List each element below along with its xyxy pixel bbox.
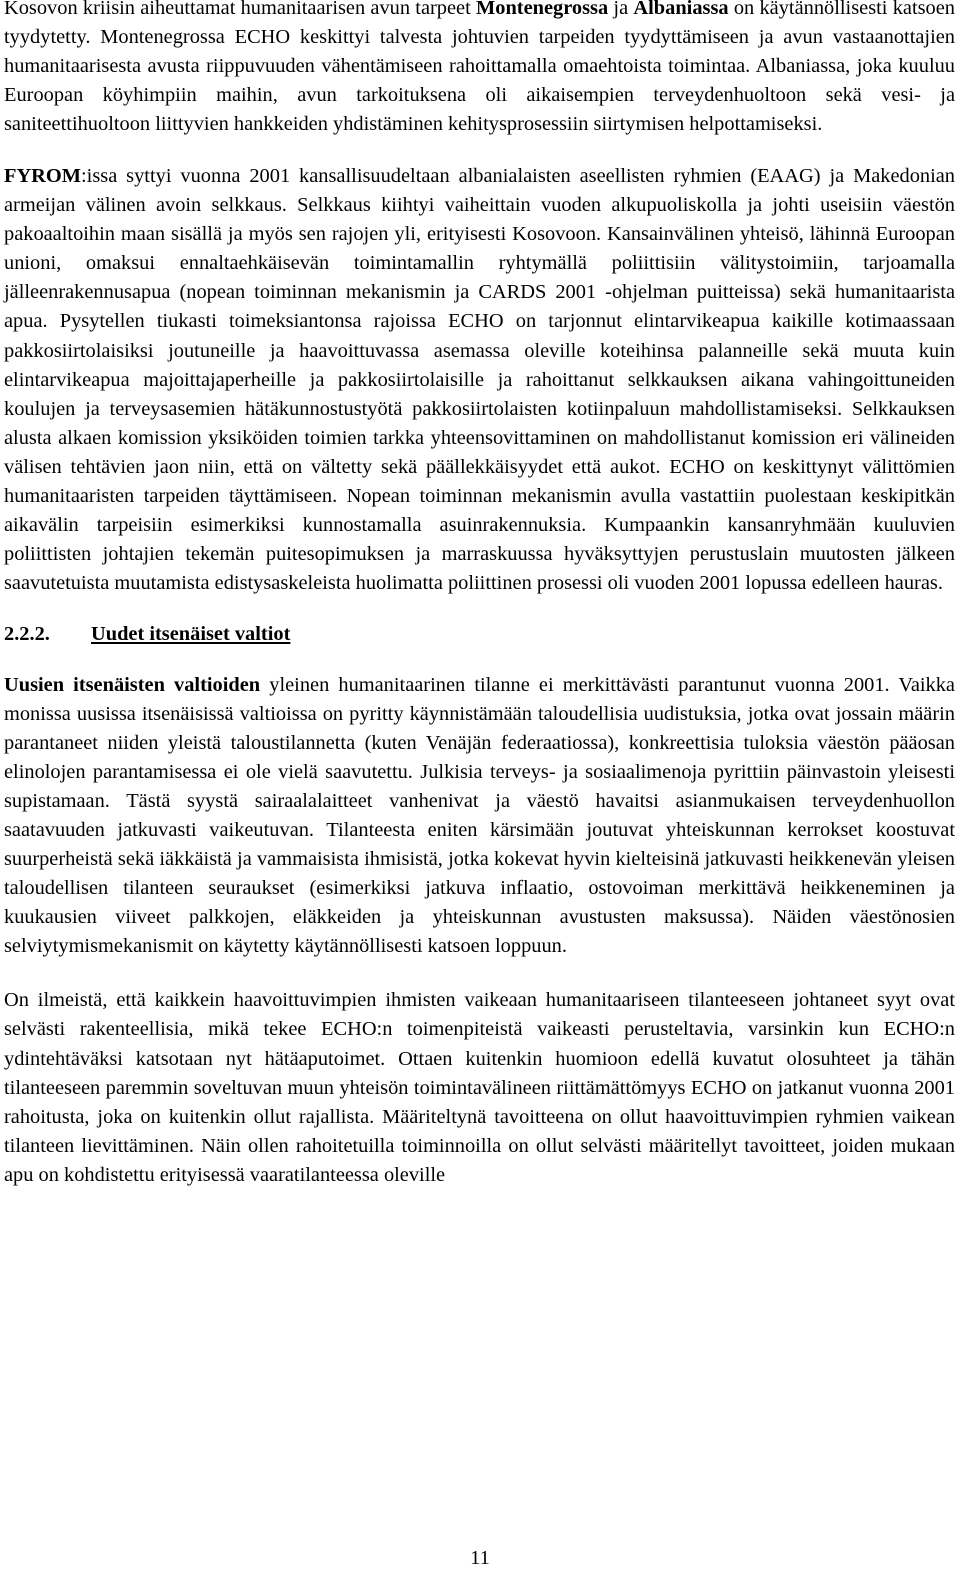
paragraph-new-independent-states: [4, 671, 955, 961]
paragraph-echo-funding: [4, 986, 955, 1189]
bold-term-new-independent-states: Uusien itsenäisten valtioiden: [4, 673, 261, 696]
text-segment: on käytännöllisesti katsoen tyydytetty. Montenegrossa ECHO keskittyi talvesta johtuvien tarpeiden tyydyttämiseen ja avun vastaanottajien humanitaarisesta avusta riippuvuuden vähentämiseen rahoittamalla omaehtoista toimintaa. Albaniassa, joka kuuluu Euroopan köyhimpiin maihin, avun tarkoituksena oli aikaisempien terveydenhuoltoon sekä vesi- ja saniteettihuoltoon liittyvien hankkeiden yhdistäminen kehitysprosessiin siirtymisen helpottamiseksi.: [4, 0, 955, 136]
paragraph-fyrom: [4, 162, 955, 598]
section-title: Uudet itsenäiset valtiot: [91, 622, 291, 645]
text-segment: yleinen humanitaarinen tilanne ei merkittävästi parantunut vuonna 2001. Vaikka monissa uusissa itsenäisissä valtioissa on pyritty käynnistämään taloudellisia uudistuksia, jotka ovat jossain määrin parantaneet niiden yleistä taloustilannetta (kuten Venäjän federaatiossa), konkreettisia tuloksia väestön pääosan elinolojen parantamisessa ei ole vielä saavutettu. Julkisia terveys- ja sosiaalimenoja pyrittiin päinvastoin yleisesti supistamaan. Tästä syystä sairaalalaitteet vanhenivat ja väestö havaitsi asianmukaisen terveydenhuollon saatavuuden jatkuvasti vaikeutuvan. Tilanteesta eniten kärsimään joutuvat yhteiskunnan kerrokset koostuvat suurperheistä sekä iäkkäistä ja vammaisista ihmisistä, jotka kokevat hyvin kielteisinä jatkuvasti heikkenevän yleisen taloudellisen tilanteen seuraukset (esimerkiksi jatkuva inflaatio, ostovoiman merkittävä heikkeneminen ja kuukausien viiveet palkkojen, eläkkeiden ja yhteiskunnan avustusten maksussa). Näiden väestönosien selviytymismekanismit on käytetty käytännöllisesti katsoen loppuun.: [4, 673, 955, 958]
text-segment: On ilmeistä, että kaikkein haavoittuvimpien ihmisten vaikeaan humanitaariseen tilanteeseen johtaneet syyt ovat selvästi rakenteellisia, mikä tekee ECHO:n toimenpiteistä vaikeasti perusteltavia, varsinkin kun ECHO:n ydintehtäväksi katsotaan nyt hätäaputoimet. Ottaen kuitenkin huomioon edellä kuvatut olosuhteet ja tähän tilanteeseen paremmin soveltuvan muun yhteisön toimintavälineen riittämättömyys ECHO on jatkanut vuonna 2001 rahoitusta, joka on kuitenkin ollut rajallista. Määriteltynä tavoitteena on ollut haavoittuvimpien ryhmien vaikean tilanteen lievittäminen. Näin ollen rahoitetuilla toiminnoilla on ollut selvästi määritellyt tavoitteet, joiden mukaan apu on kohdistettu erityisessä vaaratilanteessa oleville: [4, 989, 955, 1186]
paragraph-montenegro-albania: [4, 0, 955, 139]
bold-term-fyrom: FYROM: [4, 165, 82, 188]
text-segment: Kosovon kriisin aiheuttamat humanitaarisen avun tarpeet: [4, 0, 477, 19]
bold-term-albania: Albaniassa: [633, 0, 729, 19]
text-segment: ja: [608, 0, 634, 19]
bold-term-montenegro: Montenegrossa: [476, 0, 609, 19]
text-segment: :issa syttyi vuonna 2001 kansallisuudeltaan albanialaisten aseellisten ryhmien (EAAG) ja Makedonian armeijan välinen avoin selkkaus. Selkkaus kiihtyi vaiheittain vuoden alkupuoliskolla ja johti useisiin väestön pakoaaltoihin maan sisällä ja myös sen rajojen yli, erityisesti Kosovoon. Kansainvälinen yhteisö, lähinnä Euroopan unioni, omaksui ennaltaehkäisevän toimintamallin ryhtymällä poliittisiin välitystoimiin, tarjoamalla jälleenrakennusapua (nopean toiminnan mekanismin ja CARDS 2001 -ohjelman puitteissa) sekä humanitaarista apua. Pysytellen tiukasti toimeksiantonsa rajoissa ECHO on tarjonnut elintarvikeapua kaikille kotimaassaan pakkosiirtolaisiksi joutuneille ja haavoittuvassa asemassa oleville koteihinsa palanneille sekä muuta kuin elintarvikeapua majoittajaperheille ja pakkosiirtolaisille ja rahoittanut selkkauksen aikana vahingoittuneiden koulujen ja terveysasemien hätäkunnostustyötä pakkosiirtolaisten kotiinpaluun mahdollistamiseksi. Selkkauksen alusta alkaen komission yksiköiden toimien tarkka yhteensovittaminen on mahdollistanut komission eri välineiden välisen tehtävien jaon niin, että on vältetty sekä päällekkäisyydet että aukot. ECHO on keskittynyt välittömien humanitaaristen tarpeiden täyttämiseen. Nopean toiminnan mekanismin avulla vastattiin puolestaan keskipitkän aikavälin tarpeisiin esimerkiksi kunnostamalla asuinrakennuksia. Kumpaankin kansanryhmään kuuluvien poliittisten johtajien tekemän puitesopimuksen ja marraskuussa hyväksyttyjen perustuslain muutosten jälkeen saavutetuista muutamista edistysaskeleista huolimatta poliittinen prosessi oli vuoden 2001 lopussa edelleen hauras.: [4, 165, 955, 594]
page-number: 11: [470, 1547, 490, 1569]
section-heading: [4, 620, 955, 649]
section-number: 2.2.2.: [4, 622, 50, 645]
document-page: [4, 0, 955, 1190]
